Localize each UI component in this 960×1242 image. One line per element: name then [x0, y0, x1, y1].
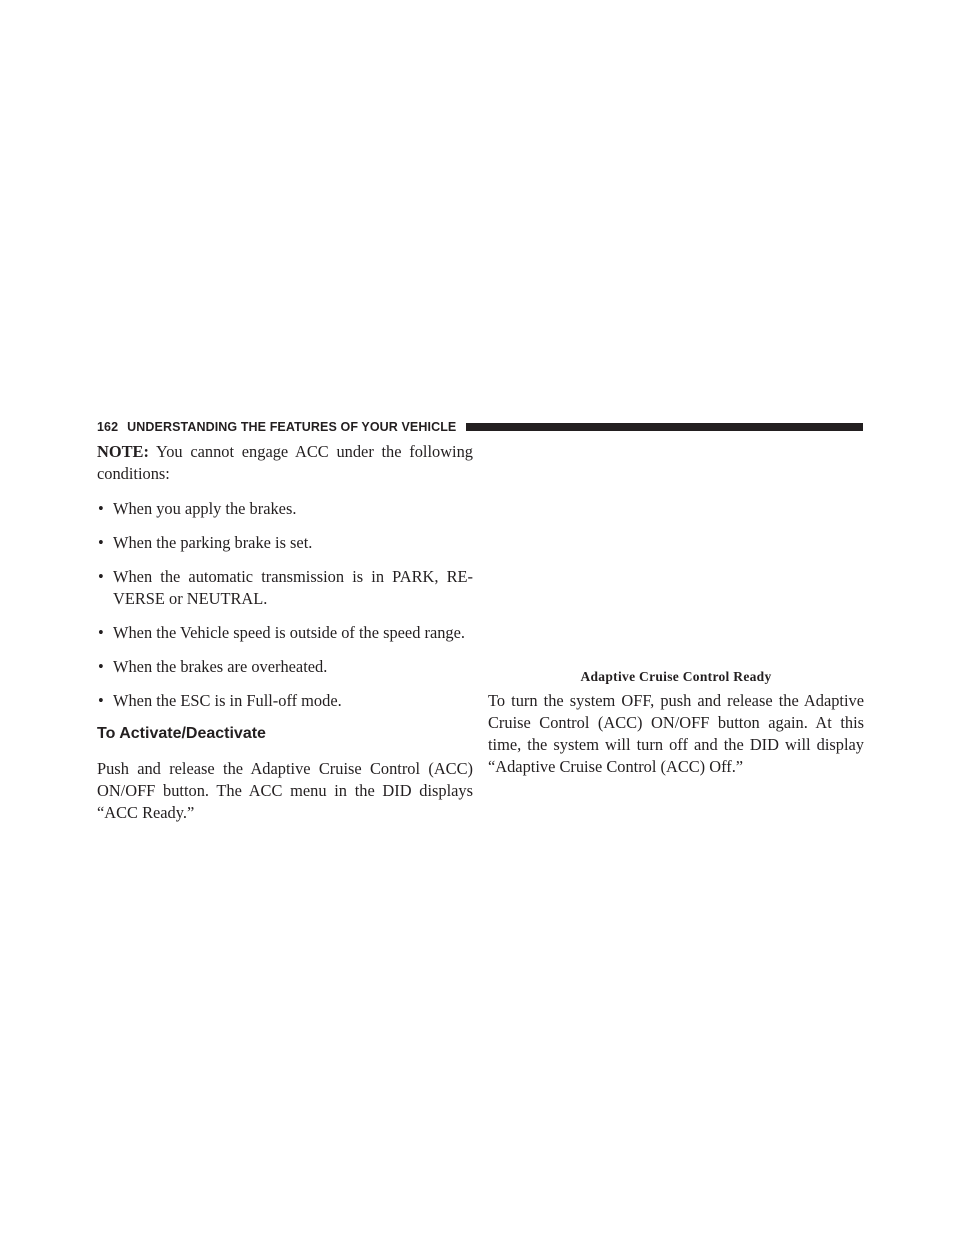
page-header [97, 418, 863, 436]
section-title: UNDERSTANDING THE FEATURES OF YOUR VEHICLE [127, 420, 457, 434]
list-item: • When the brakes are overheated. [97, 656, 473, 678]
figure-image-area [488, 441, 864, 661]
figure-caption: Adaptive Cruise Control Ready [580, 669, 772, 684]
activate-heading: To Activate/Deactivate [97, 725, 266, 742]
right-column [488, 668, 864, 778]
note-label: NOTE: [97, 442, 149, 461]
list-item: • When the Vehicle speed is outside of the speed range. [97, 622, 473, 644]
note-paragraph [97, 441, 473, 485]
turn-off-paragraph: To turn the system OFF, push and release the Adaptive Cruise Control (ACC) ON/OFF button again. At this time, the system will turn off and the DID will display “Adaptive Cruise Control (ACC) Off.” [488, 691, 864, 776]
header-rule [466, 423, 863, 431]
note-text: You cannot engage ACC under the following conditions: [97, 442, 473, 483]
list-item: • When the automatic transmission is in PARK, RE-VERSE or NEUTRAL. [97, 566, 473, 610]
list-item: • When the parking brake is set. [97, 532, 473, 554]
left-column [97, 441, 473, 824]
activate-paragraph: Push and release the Adaptive Cruise Control (ACC) ON/OFF button. The ACC menu in the DID displays “ACC Ready.” [97, 759, 473, 822]
list-item: • When you apply the brakes. [97, 498, 473, 520]
list-item: • When the ESC is in Full-off mode. [97, 690, 473, 712]
conditions-list [97, 498, 473, 712]
page-number: 162 [97, 420, 119, 434]
